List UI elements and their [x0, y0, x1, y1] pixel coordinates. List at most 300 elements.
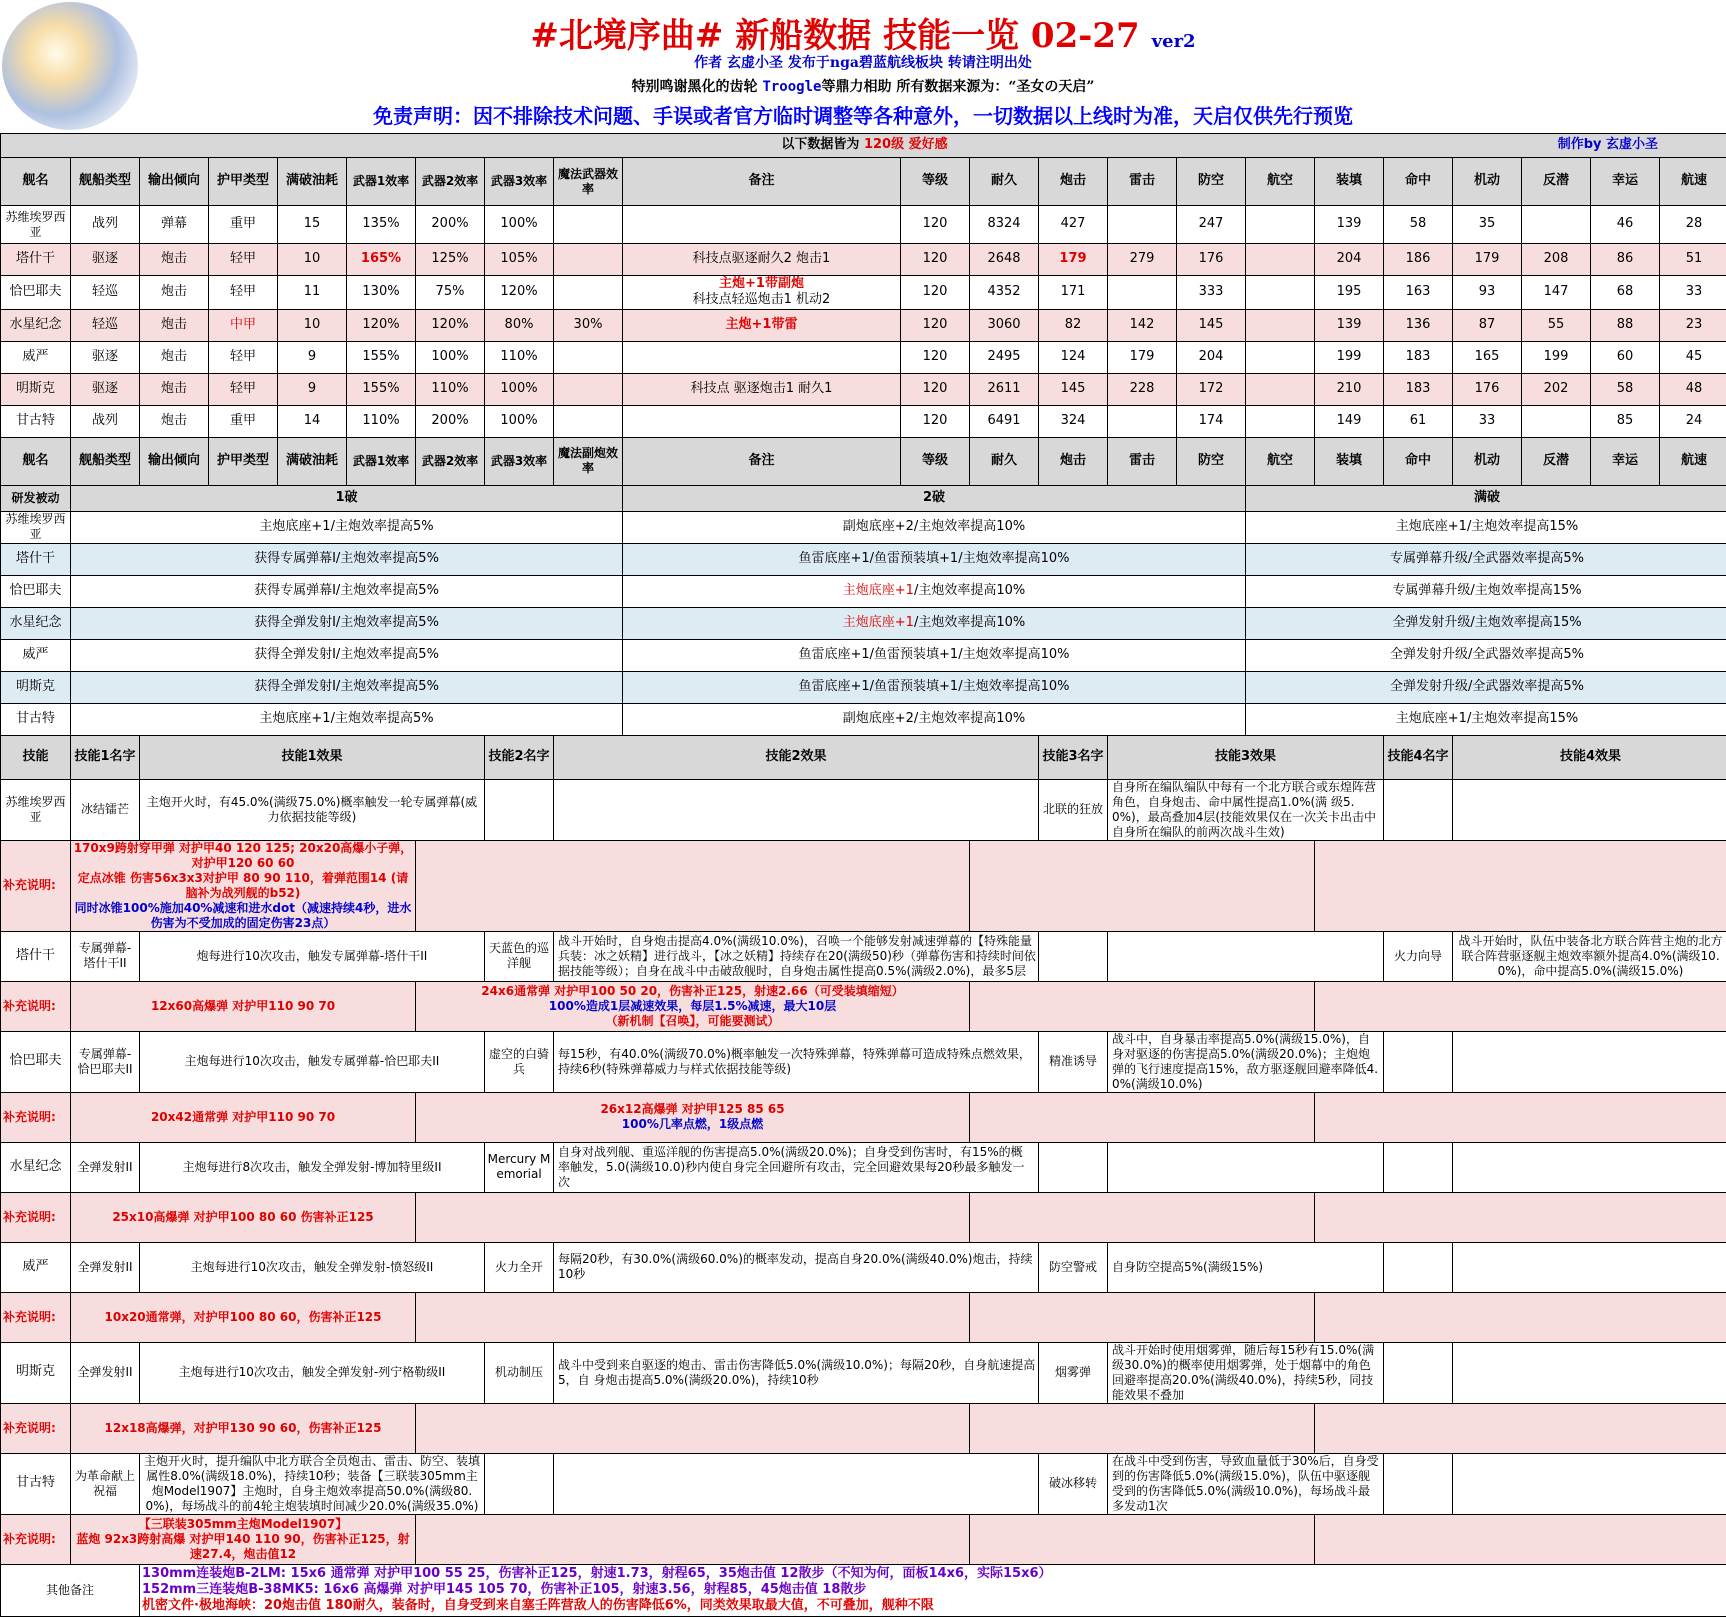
stats-cell-aa: 333 — [1177, 276, 1246, 310]
skill2-effect: 战斗开始时，自身炮击提高4.0%(满级10.0%)，召唤一个能够发射减速弹幕的【特殊能量兵装：冰之妖精】进行战斗，【冰之妖精】持续存在20(满级50)秒（弹幕伤害和持续时间依据技能等级）；自身在战斗中击破敌舰时，自身炮击属性提高0.5%(满级2.0%)，最多5层 — [554, 931, 1039, 981]
research-ship: 塔什干 — [1, 543, 71, 575]
skill4-name — [1384, 779, 1453, 840]
research-ship: 苏维埃罗西亚 — [1, 511, 71, 543]
stats-header-cell: 雷击 — [1108, 158, 1177, 206]
stats-cell-avi — [1246, 341, 1315, 373]
supp-line: 12x18高爆弹，对护甲130 90 60，伤害补正125 — [73, 1421, 413, 1436]
stats-cell-avi — [1246, 309, 1315, 341]
stats-cell-aa: 247 — [1177, 206, 1246, 244]
stats-cell-luck: 60 — [1591, 341, 1660, 373]
stats-cell-w1: 120% — [347, 309, 416, 341]
skills-header-row — [1, 735, 1726, 779]
stats-cell-note: 科技点 驱逐炮击1 耐久1 — [623, 373, 901, 405]
stats-cell-asw: 208 — [1522, 244, 1591, 276]
stats-cell-tendency: 炮击 — [140, 373, 209, 405]
skill2-name: 天蓝色的巡洋舰 — [485, 931, 554, 981]
stats-cell-hp: 8324 — [970, 206, 1039, 244]
skill4-effect: 战斗开始时，队伍中装备北方联合阵营主炮的北方联合阵营驱逐舰主炮效率额外提高4.0%(满级10.0%)，命中提高5.0%(满级15.0%) — [1453, 931, 1726, 981]
supp-line: 100%几率点燃，1级点燃 — [418, 1117, 967, 1132]
research-red-text: 主炮底座+1 — [843, 583, 914, 598]
skill4-effect — [1453, 1453, 1726, 1514]
skill-row — [1, 1453, 1726, 1514]
stats-cell-asw — [1522, 206, 1591, 244]
skill2-effect — [554, 1453, 1039, 1514]
skill2-name — [485, 1453, 554, 1514]
stats-cell-acc: 58 — [1384, 206, 1453, 244]
supp-skill1 — [71, 1092, 416, 1142]
skill-ship: 明斯克 — [1, 1342, 71, 1403]
stats-cell-w1: 110% — [347, 405, 416, 437]
supp-skill2 — [416, 1092, 970, 1142]
stats-cell-trp — [1108, 276, 1177, 310]
supp-row — [1, 1514, 1726, 1564]
stats-header-cell: 航速 — [1660, 437, 1726, 485]
research-phase-2 — [623, 639, 1246, 671]
stats-cell-hp: 2495 — [970, 341, 1039, 373]
stats-cell-trp: 142 — [1108, 309, 1177, 341]
stats-cell-w1: 130% — [347, 276, 416, 310]
title-header — [0, 0, 1726, 134]
stats-cell-rld: 195 — [1315, 276, 1384, 310]
stats-cell-eva: 176 — [1453, 373, 1522, 405]
skill-row — [1, 931, 1726, 981]
research-phase-3: 主炮底座+1/主炮效率提高15% — [1246, 703, 1726, 735]
stats-row — [1, 373, 1726, 405]
note-line: 科技点轻巡炮击1 机动2 — [625, 292, 898, 308]
stats-cell-luck: 86 — [1591, 244, 1660, 276]
stats-header-cell: 耐久 — [970, 437, 1039, 485]
supp-line: 同时冰锥100%施加40%减速和进水dot（减速持续4秒，进水伤害为不受加成的固定伤害23点） — [73, 901, 413, 931]
stats-header-cell: 输出倾向 — [140, 158, 209, 206]
research-text: 副炮底座+2/主炮效率提高10% — [843, 711, 1025, 726]
stats-cell-luck: 88 — [1591, 309, 1660, 341]
stats-cell-note: 主炮+1带雷 — [623, 309, 901, 341]
data-table — [0, 133, 1726, 1617]
stats-header-cell: 护甲类型 — [209, 158, 278, 206]
research-phase-1: 获得全弹发射I/主炮效率提高5% — [71, 639, 623, 671]
skill-row — [1, 1031, 1726, 1092]
skill-row — [1, 1342, 1726, 1403]
stats-header-cell: 雷击 — [1108, 437, 1177, 485]
stats-cell-spd: 33 — [1660, 276, 1726, 310]
research-text: 鱼雷底座+1/鱼雷预装填+1/主炮效率提高10% — [799, 679, 1070, 694]
stats-cell-asw — [1522, 405, 1591, 437]
stats-cell-armor: 轻甲 — [209, 276, 278, 310]
stats-cell-hp: 2648 — [970, 244, 1039, 276]
skill2-name: 火力全开 — [485, 1242, 554, 1292]
thanks-pre: 特别鸣谢黑化的齿轮 — [632, 79, 763, 95]
skill3-effect: 战斗开始时使用烟雾弹，随后每15秒有15.0%(满级30.0%)的概率使用烟雾弹，处于烟幕中的角色 回避率提高20.0%(满级40.0%)，持续5秒，同技能效果不叠加 — [1108, 1342, 1384, 1403]
supp-line: 100%造成1层减速效果，每层1.5%减速，最大10层 — [418, 999, 967, 1014]
stats-cell-rld: 139 — [1315, 309, 1384, 341]
skill1-effect: 主炮开火时，有45.0%(满级75.0%)概率触发一轮专属弹幕(威力依据技能等级) — [140, 779, 485, 840]
stats-cell-eva: 87 — [1453, 309, 1522, 341]
skill1-name: 专属弹幕-恰巴耶夫II — [71, 1031, 140, 1092]
stats-cell-w1: 165% — [347, 244, 416, 276]
stats-cell-armor: 重甲 — [209, 206, 278, 244]
stats-header-cell: 武器1效率 — [347, 437, 416, 485]
skill4-effect — [1453, 1031, 1726, 1092]
supp-skill1 — [71, 1514, 416, 1564]
research-text: 鱼雷底座+1/鱼雷预装填+1/主炮效率提高10% — [799, 647, 1070, 662]
stats-header-cell: 武器2效率 — [416, 437, 485, 485]
supp-skill1 — [71, 840, 416, 931]
stats-header-cell: 等级 — [901, 437, 970, 485]
stats-cell-type: 轻巡 — [71, 276, 140, 310]
stats-cell-armor: 重甲 — [209, 405, 278, 437]
stats-cell-eva: 35 — [1453, 206, 1522, 244]
skills-header-cell: 技能3名字 — [1039, 735, 1108, 779]
stats-cell-mw — [554, 206, 623, 244]
stats-header-cell: 防空 — [1177, 437, 1246, 485]
skill4-effect — [1453, 1342, 1726, 1403]
research-phase-1: 获得全弹发射I/主炮效率提高5% — [71, 607, 623, 639]
stats-cell-mw — [554, 244, 623, 276]
research-phase-1: 主炮底座+1/主炮效率提高5% — [71, 703, 623, 735]
skill2-effect — [554, 779, 1039, 840]
stats-cell-tendency: 炮击 — [140, 341, 209, 373]
supp-skill4 — [1315, 1192, 1726, 1242]
stats-cell-w2: 120% — [416, 309, 485, 341]
supp-skill1 — [71, 1192, 416, 1242]
skill3-name — [1039, 931, 1108, 981]
stats-header-cell: 满破油耗 — [278, 437, 347, 485]
research-row — [1, 703, 1726, 735]
supp-skill3 — [970, 1292, 1315, 1342]
supp-line: 170x9跨射穿甲弹 对护甲40 120 125; 20x20高爆小子弹，对护甲120 60 60 — [73, 841, 413, 871]
stats-cell-tendency: 炮击 — [140, 405, 209, 437]
stats-cell-w3: 100% — [485, 373, 554, 405]
stats-cell-eva: 165 — [1453, 341, 1522, 373]
research-phase-3: 专属弹幕升级/全武器效率提高5% — [1246, 543, 1726, 575]
skill1-name: 全弹发射II — [71, 1242, 140, 1292]
banner-cell — [1, 134, 1726, 158]
stats-cell-oil: 15 — [278, 206, 347, 244]
research-red-text: 主炮底座+1 — [843, 615, 914, 630]
other-notes-label: 其他备注 — [1, 1564, 140, 1616]
stats-cell-armor: 中甲 — [209, 309, 278, 341]
stats-header-cell: 反潜 — [1522, 158, 1591, 206]
supp-skill3 — [970, 840, 1315, 931]
supp-skill2 — [416, 1403, 970, 1453]
stats-cell-spd: 51 — [1660, 244, 1726, 276]
skill3-effect: 自身所在编队编队中每有一个北方联合或东煌阵营角色，自身炮击、命中属性提高1.0%(满 级5.0%)，最高叠加4层(技能效果仅在一次关卡出击中自身所在编队的前两次战斗生效) — [1108, 779, 1384, 840]
stats-cell-luck: 68 — [1591, 276, 1660, 310]
stats-cell-avi — [1246, 405, 1315, 437]
skill-ship: 塔什干 — [1, 931, 71, 981]
research-phase-2 — [623, 671, 1246, 703]
stats-cell-oil: 14 — [278, 405, 347, 437]
skills-header-cell: 技能1名字 — [71, 735, 140, 779]
supp-row — [1, 1092, 1726, 1142]
supp-skill2 — [416, 840, 970, 931]
stats-cell-luck: 58 — [1591, 373, 1660, 405]
stats-cell-trp — [1108, 206, 1177, 244]
supp-skill1 — [71, 981, 416, 1031]
other-note-line: 机密文件·极地海峡：20炮击值 180耐久，装备时，自身受到来自塞壬阵营敌人的伤害降低6%，同类效果取最大值，不可叠加，舰种不限 — [142, 1598, 1726, 1614]
skill3-name: 北联的狂放 — [1039, 779, 1108, 840]
supp-skill4 — [1315, 1514, 1726, 1564]
stats-cell-hp: 2611 — [970, 373, 1039, 405]
stats-cell-lv: 120 — [901, 244, 970, 276]
page-title: #北境序曲# 新船数据 技能一览 02-27 — [530, 16, 1139, 56]
supp-row — [1, 1192, 1726, 1242]
stats-cell-note: 科技点驱逐耐久2 炮击1 — [623, 244, 901, 276]
research-text: 鱼雷底座+1/鱼雷预装填+1/主炮效率提高10% — [799, 551, 1070, 566]
skill3-name: 防空警戒 — [1039, 1242, 1108, 1292]
skill-ship: 甘古特 — [1, 1453, 71, 1514]
stats-cell-eva: 179 — [1453, 244, 1522, 276]
research-phase-1: 获得全弹发射I/主炮效率提高5% — [71, 671, 623, 703]
thanks-name: Troogle — [762, 79, 821, 95]
version-label: ver2 — [1152, 31, 1196, 52]
stats-cell-spd: 48 — [1660, 373, 1726, 405]
supp-line: 25x10高爆弹 对护甲100 80 60 伤害补正125 — [73, 1210, 413, 1225]
stats-header-cell: 武器3效率 — [485, 437, 554, 485]
stats-cell-w2: 125% — [416, 244, 485, 276]
stats-cell-rld: 149 — [1315, 405, 1384, 437]
skill-row — [1, 1242, 1726, 1292]
stats-cell-rld: 199 — [1315, 341, 1384, 373]
stats-cell-fp: 179 — [1039, 244, 1108, 276]
stats-header-cell: 备注 — [623, 158, 901, 206]
stats-header-cell: 幸运 — [1591, 437, 1660, 485]
stats-cell-acc: 136 — [1384, 309, 1453, 341]
supp-line: 26x12高爆弹 对护甲125 85 65 — [418, 1102, 967, 1117]
stats-cell-trp: 228 — [1108, 373, 1177, 405]
supp-label: 补充说明: — [1, 1092, 71, 1142]
skills-header-cell: 技能 — [1, 735, 71, 779]
skill4-effect — [1453, 779, 1726, 840]
stats-cell-acc: 61 — [1384, 405, 1453, 437]
skills-header-cell: 技能4名字 — [1384, 735, 1453, 779]
stats-header-cell: 炮击 — [1039, 437, 1108, 485]
stats-cell-eva: 33 — [1453, 405, 1522, 437]
supp-row — [1, 981, 1726, 1031]
supp-label: 补充说明: — [1, 1514, 71, 1564]
skill4-effect — [1453, 1142, 1726, 1192]
research-row — [1, 639, 1726, 671]
skill3-effect — [1108, 1142, 1384, 1192]
skill2-name — [485, 779, 554, 840]
stats-cell-lv: 120 — [901, 309, 970, 341]
supp-line: 20x42通常弹 对护甲110 90 70 — [73, 1110, 413, 1125]
stats-cell-name: 威严 — [1, 341, 71, 373]
stats-cell-asw: 55 — [1522, 309, 1591, 341]
stats-cell-acc: 183 — [1384, 373, 1453, 405]
skills-header-cell: 技能2名字 — [485, 735, 554, 779]
stats-cell-oil: 10 — [278, 244, 347, 276]
stats-cell-w1: 135% — [347, 206, 416, 244]
skill3-name: 烟雾弹 — [1039, 1342, 1108, 1403]
supp-skill2 — [416, 1292, 970, 1342]
stats-cell-aa: 172 — [1177, 373, 1246, 405]
stats-cell-asw: 147 — [1522, 276, 1591, 310]
thanks-post: 等鼎力相助 所有数据来源为：“圣女の天启” — [821, 79, 1094, 95]
stats-cell-hp: 4352 — [970, 276, 1039, 310]
stats-row — [1, 405, 1726, 437]
stats-cell-oil: 10 — [278, 309, 347, 341]
stats-cell-w2: 200% — [416, 206, 485, 244]
stats-cell-tendency: 炮击 — [140, 309, 209, 341]
stats-header-cell: 装填 — [1315, 437, 1384, 485]
stats-cell-asw: 199 — [1522, 341, 1591, 373]
stats-cell-spd: 24 — [1660, 405, 1726, 437]
stats-cell-hp: 3060 — [970, 309, 1039, 341]
stats-header-row — [1, 158, 1726, 206]
stats-header-cell: 耐久 — [970, 158, 1039, 206]
stats-cell-avi — [1246, 373, 1315, 405]
stats-row — [1, 309, 1726, 341]
stats-cell-name: 明斯克 — [1, 373, 71, 405]
stats-cell-trp: 279 — [1108, 244, 1177, 276]
other-notes-row — [1, 1564, 1726, 1616]
skill4-name: 火力向导 — [1384, 931, 1453, 981]
disclaimer-line: 免责声明：因不排除技术问题、手误或者官方临时调整等各种意外，一切数据以上线时为准，天启仅供先行预览 — [0, 100, 1726, 129]
research-phase-2 — [623, 703, 1246, 735]
stats-header-cell: 备注 — [623, 437, 901, 485]
skill-ship: 恰巴耶夫 — [1, 1031, 71, 1092]
research-phase-3: 主炮底座+1/主炮效率提高15% — [1246, 511, 1726, 543]
stats-cell-w2: 75% — [416, 276, 485, 310]
stats-cell-avi — [1246, 276, 1315, 310]
supp-label: 补充说明: — [1, 1292, 71, 1342]
stats-cell-rld: 210 — [1315, 373, 1384, 405]
stats-header-cell: 输出倾向 — [140, 437, 209, 485]
stats-header-cell: 装填 — [1315, 158, 1384, 206]
skill3-effect: 战斗中，自身暴击率提高5.0%(满级15.0%)，自身对驱逐的伤害提高5.0%(满级20.0%)；主炮炮弹的飞行速度提高15%，敌方驱逐舰回避率降低4.0%(满级10.0%) — [1108, 1031, 1384, 1092]
skill1-name: 全弹发射II — [71, 1142, 140, 1192]
stats-cell-type: 驱逐 — [71, 341, 140, 373]
phase-3: 满破 — [1246, 485, 1726, 511]
stats-cell-mw: 30% — [554, 309, 623, 341]
other-note-line: 152mm三连装炮B-38MK5: 16x6 高爆弹 对护甲145 105 70，伤害补正105，射速3.56，射程85，45炮击值 18散步 — [142, 1582, 1726, 1598]
stats-cell-aa: 176 — [1177, 244, 1246, 276]
research-phase-3: 全弹发射升级/全武器效率提高5% — [1246, 671, 1726, 703]
stats-cell-mw — [554, 276, 623, 310]
stats-header-cell: 舰船类型 — [71, 158, 140, 206]
stats-cell-type: 驱逐 — [71, 373, 140, 405]
stats-row — [1, 341, 1726, 373]
stats-cell-name: 苏维埃罗西亚 — [1, 206, 71, 244]
phase-1: 1破 — [71, 485, 623, 511]
stats-cell-w3: 100% — [485, 405, 554, 437]
stats-cell-acc: 183 — [1384, 341, 1453, 373]
supp-line: （新机制【召唤】，可能要测试） — [418, 1014, 967, 1029]
stats-cell-w2: 200% — [416, 405, 485, 437]
stats-header-cell: 等级 — [901, 158, 970, 206]
phase-2: 2破 — [623, 485, 1246, 511]
stats-cell-w3: 100% — [485, 206, 554, 244]
skill2-effect: 每隔20秒，有30.0%(满级60.0%)的概率发动，提高自身20.0%(满级40.0%)炮击，持续10秒 — [554, 1242, 1039, 1292]
stats-header-cell: 命中 — [1384, 158, 1453, 206]
skill1-effect: 主炮每进行10次攻击，触发全弹发射-列宁格勒级II — [140, 1342, 485, 1403]
stats-cell-type: 轻巡 — [71, 309, 140, 341]
supp-row — [1, 1292, 1726, 1342]
stats-header-cell: 魔法副炮效率 — [554, 437, 623, 485]
research-ship: 甘古特 — [1, 703, 71, 735]
stats-header-cell: 航空 — [1246, 437, 1315, 485]
stats-header-cell: 炮击 — [1039, 158, 1108, 206]
skill4-name — [1384, 1242, 1453, 1292]
research-row — [1, 607, 1726, 639]
stats-header-cell: 武器2效率 — [416, 158, 485, 206]
supp-line: 蓝炮 92x3跨射高爆 对护甲140 110 90，伤害补正125，射速27.4，炮击值12 — [73, 1532, 413, 1562]
stats-cell-oil: 9 — [278, 373, 347, 405]
research-phase-2 — [623, 511, 1246, 543]
skill1-name: 专属弹幕-塔什干II — [71, 931, 140, 981]
stats-cell-fp: 124 — [1039, 341, 1108, 373]
stats-cell-fp: 171 — [1039, 276, 1108, 310]
stats-cell-armor: 轻甲 — [209, 341, 278, 373]
supp-skill3 — [970, 981, 1315, 1031]
skill1-name: 全弹发射II — [71, 1342, 140, 1403]
stats-header-cell: 魔法武器效率 — [554, 158, 623, 206]
stats-cell-avi — [1246, 206, 1315, 244]
supp-line: 定点冰锥 伤害56x3x3对护甲 80 90 110，着弹范围14 (请脑补为战列舰的b52) — [73, 871, 413, 901]
skill-ship: 苏维埃罗西亚 — [1, 779, 71, 840]
stats-header-cell: 航空 — [1246, 158, 1315, 206]
supp-line: 12x60高爆弹 对护甲110 90 70 — [73, 999, 413, 1014]
skill3-name: 破冰移转 — [1039, 1453, 1108, 1514]
skill2-effect: 每15秒，有40.0%(满级70.0%)概率触发一次特殊弹幕，特殊弹幕可造成特殊点燃效果，持续6秒(特殊弹幕威力与样式依据技能等级) — [554, 1031, 1039, 1092]
supp-label: 补充说明: — [1, 1192, 71, 1242]
skill-row — [1, 779, 1726, 840]
stats-header-cell: 护甲类型 — [209, 437, 278, 485]
stats-cell-type: 战列 — [71, 405, 140, 437]
stats-cell-mw — [554, 341, 623, 373]
skill2-name: 机动制压 — [485, 1342, 554, 1403]
stats-cell-name: 塔什干 — [1, 244, 71, 276]
skill2-name: 虚空的白骑兵 — [485, 1031, 554, 1092]
stats-cell-lv: 120 — [901, 276, 970, 310]
stats-cell-aa: 145 — [1177, 309, 1246, 341]
stats-header-cell: 航速 — [1660, 158, 1726, 206]
stats-header-cell: 机动 — [1453, 437, 1522, 485]
research-ship: 威严 — [1, 639, 71, 671]
stats-cell-name: 水星纪念 — [1, 309, 71, 341]
skill4-name — [1384, 1031, 1453, 1092]
thanks-line — [0, 76, 1726, 96]
skill4-name — [1384, 1453, 1453, 1514]
stats-cell-note — [623, 405, 901, 437]
supp-line: 【三联装305mm主炮Model1907】 — [73, 1517, 413, 1532]
supp-skill3 — [970, 1092, 1315, 1142]
supp-skill1 — [71, 1403, 416, 1453]
research-phase-3: 全弹发射升级/主炮效率提高15% — [1246, 607, 1726, 639]
stats-cell-avi — [1246, 244, 1315, 276]
supp-skill2 — [416, 1192, 970, 1242]
skill-row — [1, 1142, 1726, 1192]
stats-cell-note — [623, 276, 901, 310]
skill2-name: Mercury Memorial — [485, 1142, 554, 1192]
supp-skill3 — [970, 1403, 1315, 1453]
maker-label: 制作by 玄虚小圣 — [1558, 137, 1658, 153]
stats-cell-rld: 139 — [1315, 206, 1384, 244]
stats-cell-note — [623, 341, 901, 373]
skills-header-cell: 技能4效果 — [1453, 735, 1726, 779]
stats-cell-fp: 82 — [1039, 309, 1108, 341]
skill4-name — [1384, 1342, 1453, 1403]
banner-row — [1, 134, 1726, 158]
stats-cell-lv: 120 — [901, 341, 970, 373]
stats-cell-w1: 155% — [347, 373, 416, 405]
supp-label: 补充说明: — [1, 981, 71, 1031]
research-row — [1, 543, 1726, 575]
stats-cell-name: 恰巴耶夫 — [1, 276, 71, 310]
stats-cell-w2: 110% — [416, 373, 485, 405]
stats-cell-spd: 28 — [1660, 206, 1726, 244]
